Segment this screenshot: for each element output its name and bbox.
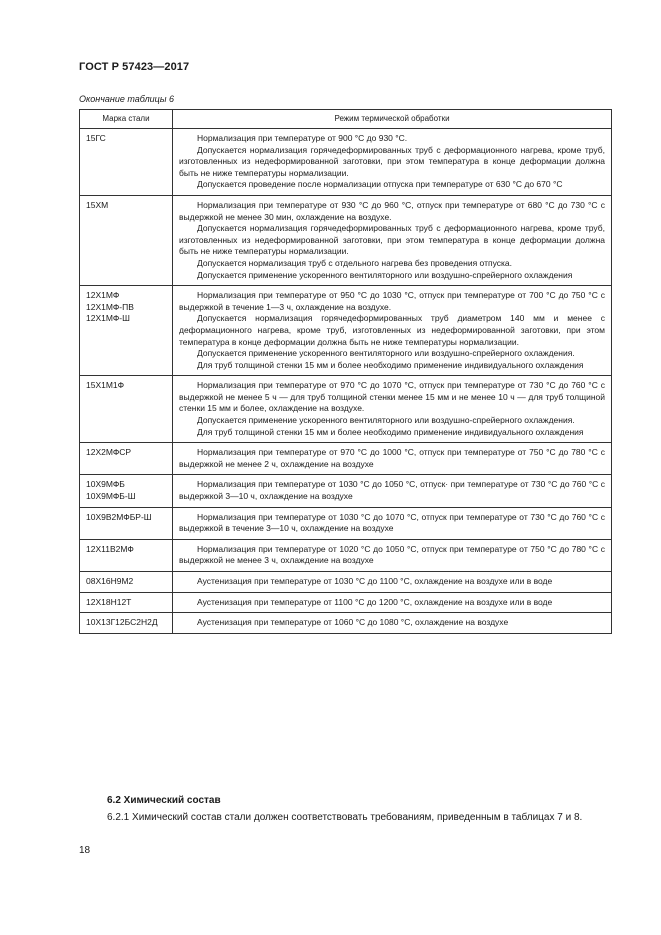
steel-grade: 08Х16Н9М2 — [86, 576, 134, 586]
treatment-paragraph: Аустенизация при температуре от 1100 °С до 1200 °С, охлаждение на воздухе или в воде — [197, 596, 553, 607]
treatment-paragraph: Допускается применение ускоренного вентиляторного или воздушно-спрейерного охлаждения — [197, 269, 573, 280]
steel-grade: 12Х2МФСР — [86, 447, 132, 458]
treatment-mode-cell — [173, 539, 612, 571]
steel-grade: 12Х18Н12Т — [86, 596, 132, 607]
treatment-mode-cell — [173, 475, 612, 507]
steel-grade-cell — [80, 443, 173, 475]
steel-grade-cell — [80, 129, 173, 196]
treatment-mode-cell — [173, 443, 612, 475]
treatment-mode-cell — [173, 507, 612, 539]
treatment-mode-cell — [173, 195, 612, 285]
treatment-paragraph: Допускается нормализация горячедеформированных труб диаметром 140 мм и менее с деформационного нагрева, кроме труб, изготовленных из недеформированной заготовки, при этом температура в конце деформации должна быть не ниже температуры нормализации. — [179, 313, 605, 347]
table-row — [80, 475, 612, 507]
treatment-paragraph: Нормализация при температуре от 930 °С до 960 °С, отпуск при температуре от 680 °С до 730 °С с выдержкой не менее 30 мин, охлаждение на воздухе. — [179, 199, 605, 222]
table-body — [80, 129, 612, 634]
steel-grade-cell — [80, 286, 173, 376]
treatment-paragraph: Аустенизация при температуре от 1030 °С до 1100 °С, охлаждение на воздухе или в воде — [197, 576, 553, 586]
treatment-mode-cell — [173, 592, 612, 613]
column-header-mode: Режим термической обработки — [173, 110, 612, 129]
steel-grade-cell — [80, 195, 173, 285]
steel-grade: 15ХМ — [86, 199, 109, 210]
steel-grade: 12Х1МФ-Ш — [86, 313, 130, 324]
steel-grade-cell — [80, 613, 173, 634]
treatment-paragraph: Нормализация при температуре от 1030 °С до 1070 °С, отпуск при температуре от 730 °С до 760 °С с выдержкой в течение 3—10 ч, охлаждение на воздухе — [179, 511, 605, 534]
table-header-row — [80, 110, 612, 129]
treatment-mode-cell — [173, 376, 612, 443]
steel-grade-cell — [80, 475, 173, 507]
steel-grade: 12Х1МФ — [86, 290, 120, 301]
steel-grade: 15ГС — [86, 133, 106, 143]
steel-grade-cell — [80, 592, 173, 613]
treatment-paragraph: Допускается применение ускоренного вентиляторного или воздушно-спрейерного охлаждения. — [197, 415, 575, 426]
treatment-mode-cell — [173, 286, 612, 376]
table-row — [80, 376, 612, 443]
treatment-paragraph: Аустенизация при температуре от 1060 °С до 1080 °С, охлаждение на воздухе — [197, 617, 509, 628]
treatment-paragraph: Нормализация при температуре от 970 °С до 1000 °С, отпуск при температуре от 750 °С до 780 °С с выдержкой не менее 2 ч, охлаждение на воздухе — [179, 447, 605, 469]
table-row — [80, 507, 612, 539]
table-row — [80, 286, 612, 376]
column-header-grade: Марка стали — [80, 110, 173, 129]
table-row — [80, 613, 612, 634]
table-row — [80, 592, 612, 613]
steel-grade: 10Х9В2МФБР-Ш — [86, 511, 152, 522]
table-row — [80, 129, 612, 196]
treatment-paragraph: Нормализация при температуре от 950 °С до 1030 °С, отпуск при температуре от 700 °С до 750 °С с выдержкой в течение 1—3 ч, охлаждение на воздухе. — [179, 290, 605, 312]
steel-grade-cell — [80, 539, 173, 571]
treatment-mode-cell — [173, 572, 612, 593]
document-code-header: ГОСТ Р 57423—2017 — [79, 61, 190, 73]
steel-grade: 12Х1МФ-ПВ — [86, 301, 134, 312]
steel-grade: 10Х9МФБ-Ш — [86, 491, 136, 502]
steel-grade: 10Х13Г12БС2Н2Д — [86, 617, 158, 628]
treatment-paragraph: Нормализация при температуре от 970 °С до 1070 °С, отпуск при температуре от 730 °С до 760 °С с выдержкой не менее 5 ч — для труб толщиной стенки менее 15 мм и не менее 10 ч — для труб толщиной стенки 15 мм и более, охлаждение на воздухе. — [179, 380, 605, 414]
table-row — [80, 443, 612, 475]
steel-grade: 15Х1М1Ф — [86, 380, 125, 391]
section-paragraph: 6.2.1 Химический состав стали должен соответствовать требованиям, приведенным в таблицах 7 и 8. — [107, 812, 583, 823]
table-row — [80, 572, 612, 593]
table-caption: Окончание таблицы 6 — [79, 94, 174, 104]
page-number: 18 — [79, 845, 91, 856]
treatment-paragraph: Нормализация при температуре от 900 °С до 930 °С. — [197, 133, 408, 143]
steel-grade-cell — [80, 376, 173, 443]
treatment-mode-cell — [173, 129, 612, 196]
treatment-mode-cell — [173, 613, 612, 634]
steel-grade-cell — [80, 507, 173, 539]
treatment-paragraph: Допускается проведение после нормализации отпуска при температуре от 630 °С до 670 °С — [197, 179, 563, 190]
treatment-paragraph: Допускается нормализация горячедеформированных труб с деформационного нагрева, кроме труб, изготовленных из недеформированной заготовки, при этом температура в конце деформации должна быть не ниже температуры нормализации. — [179, 144, 605, 178]
treatment-paragraph: Для труб толщиной стенки 15 мм и более необходимо применение индивидуального охлаждения — [197, 359, 584, 370]
treatment-paragraph: Допускается применение ускоренного вентиляторного или воздушно-спрейерного охлаждения. — [197, 348, 575, 359]
heat-treatment-table — [79, 109, 612, 634]
table-row — [80, 195, 612, 285]
treatment-paragraph: Нормализация при температуре от 1030 °С до 1050 °С, отпуск· при температуре от 730 °С до 760 °С с выдержкой 3—10 ч, охлаждение на воздухе — [179, 479, 605, 502]
steel-grade: 10Х9МФБ — [86, 479, 125, 490]
treatment-paragraph: Нормализация при температуре от 1020 °С до 1050 °С, отпуск при температуре от 750 °С до 780 °С с выдержкой не менее 3 ч, охлаждение на воздухе — [179, 543, 605, 566]
treatment-paragraph: Допускается нормализация горячедеформированных труб с деформационного нагрева, кроме труб, изготовленных из недеформированной заготовки, при этом температура в конце деформации должна быть не ниже температуры нормализации. — [179, 223, 605, 257]
steel-grade-cell — [80, 572, 173, 593]
treatment-paragraph: Для труб толщиной стенки 15 мм и более необходимо применение индивидуального охлаждения — [197, 426, 584, 437]
section-heading: 6.2 Химический состав — [107, 795, 221, 806]
treatment-paragraph: Допускается нормализация труб с отдельного нагрева без проведения отпуска. — [197, 257, 512, 268]
steel-grade: 12Х11В2МФ — [86, 543, 134, 554]
table-row — [80, 539, 612, 571]
